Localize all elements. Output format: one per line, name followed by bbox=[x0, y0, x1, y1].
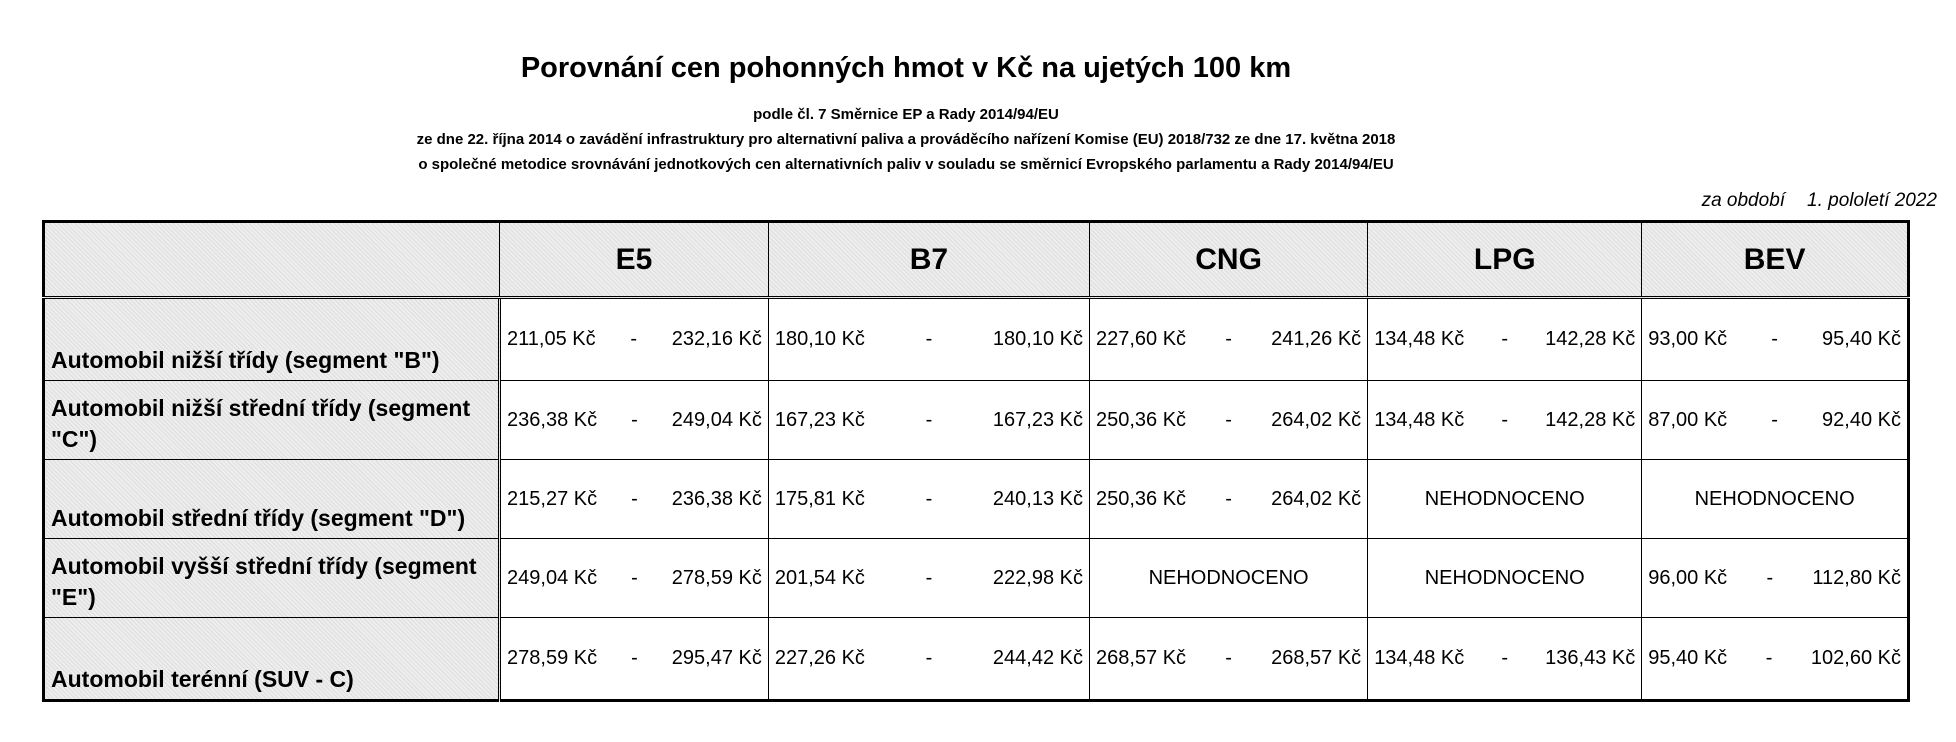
cell-cng-range bbox=[1089, 381, 1367, 460]
price-to: 249,04 Kč bbox=[671, 408, 762, 431]
cell-b7-range bbox=[768, 381, 1089, 460]
row-label: Automobil vyšší střední třídy (segment "E") bbox=[44, 539, 500, 618]
range-separator: - bbox=[1225, 487, 1232, 510]
price-from: 175,81 Kč bbox=[774, 487, 865, 510]
price-from: 95,40 Kč bbox=[1648, 647, 1728, 669]
period-label: za období bbox=[1701, 190, 1786, 211]
price-range bbox=[501, 567, 768, 590]
row-label: Automobil nižší střední třídy (segment "C") bbox=[44, 381, 500, 460]
cell-cng-range bbox=[1089, 460, 1367, 539]
range-separator: - bbox=[925, 647, 933, 669]
price-from: 201,54 Kč bbox=[774, 566, 865, 589]
subtitle-line-3: o společné metodice srovnávání jednotkových cen alternativních paliv v souladu se směrnicí Evropského parlamentu a Rady 2014/94/EU bbox=[418, 156, 1394, 173]
price-range bbox=[769, 488, 1089, 511]
cell-bev-range bbox=[1642, 618, 1909, 701]
price-from: 268,57 Kč bbox=[1095, 647, 1187, 669]
cell-e5-range bbox=[500, 381, 769, 460]
price-from: 134,48 Kč bbox=[1374, 647, 1465, 669]
table-row bbox=[44, 460, 1909, 539]
cell-bev-range bbox=[1642, 539, 1909, 618]
price-range bbox=[769, 409, 1089, 432]
price-to: 268,57 Kč bbox=[1271, 647, 1362, 669]
range-separator: - bbox=[631, 647, 638, 669]
price-range bbox=[1090, 488, 1367, 511]
price-from: 93,00 Kč bbox=[1648, 328, 1728, 350]
subtitle-line-2: ze dne 22. října 2014 o zavádění infrastruktury pro alternativní paliva a prováděcího nařízení Komise (EU) 2018/732 ze dne 17. května 2018 bbox=[416, 131, 1396, 148]
cell-lpg-not-evaluated: NEHODNOCENO bbox=[1368, 539, 1642, 618]
range-separator: - bbox=[925, 487, 933, 510]
range-separator: - bbox=[630, 328, 638, 350]
price-range bbox=[1090, 409, 1367, 432]
cell-cng-not-evaluated: NEHODNOCENO bbox=[1089, 539, 1367, 618]
price-to: 244,42 Kč bbox=[992, 647, 1083, 669]
price-range bbox=[501, 328, 768, 351]
header-corner-cell bbox=[44, 222, 500, 298]
cell-b7-range bbox=[768, 298, 1089, 381]
price-range bbox=[1368, 328, 1641, 351]
cell-e5-range bbox=[500, 618, 769, 701]
column-header-cng: CNG bbox=[1089, 222, 1367, 298]
range-separator: - bbox=[1766, 566, 1774, 589]
price-range bbox=[1642, 647, 1907, 670]
range-separator: - bbox=[925, 328, 933, 350]
cell-e5-range bbox=[500, 539, 769, 618]
subtitle-line-1: podle čl. 7 Směrnice EP a Rady 2014/94/EU bbox=[753, 106, 1059, 123]
price-from: 96,00 Kč bbox=[1648, 566, 1728, 589]
row-label: Automobil střední třídy (segment "D") bbox=[44, 460, 500, 539]
range-separator: - bbox=[925, 566, 933, 589]
price-to: 222,98 Kč bbox=[992, 566, 1083, 589]
price-range bbox=[501, 647, 768, 670]
range-separator: - bbox=[1225, 647, 1232, 669]
price-to: 136,43 Kč bbox=[1545, 647, 1636, 669]
cell-lpg-range bbox=[1368, 618, 1642, 701]
price-comparison-table bbox=[42, 220, 1910, 702]
range-separator: - bbox=[1771, 328, 1778, 350]
cell-b7-range bbox=[768, 539, 1089, 618]
cell-e5-range bbox=[500, 298, 769, 381]
price-range bbox=[1368, 409, 1641, 432]
price-to: 241,26 Kč bbox=[1271, 328, 1362, 350]
column-header-bev: BEV bbox=[1642, 222, 1909, 298]
range-separator: - bbox=[1501, 647, 1509, 669]
price-from: 211,05 Kč bbox=[507, 328, 596, 350]
range-separator: - bbox=[1225, 408, 1232, 431]
row-label: Automobil terénní (SUV - C) bbox=[44, 618, 500, 701]
cell-cng-range bbox=[1089, 618, 1367, 701]
range-separator: - bbox=[1501, 408, 1509, 431]
range-separator: - bbox=[1225, 328, 1232, 350]
table-row bbox=[44, 381, 1909, 460]
price-from: 236,38 Kč bbox=[507, 408, 598, 431]
price-range bbox=[1642, 328, 1907, 351]
range-separator: - bbox=[631, 566, 638, 589]
document-title: Porovnání cen pohonných hmot v Kč na ujetých 100 km bbox=[520, 52, 1292, 84]
price-to: 236,38 Kč bbox=[671, 487, 762, 510]
price-range bbox=[1642, 409, 1907, 432]
price-from: 87,00 Kč bbox=[1648, 408, 1728, 431]
price-from: 134,48 Kč bbox=[1374, 408, 1465, 431]
price-from: 249,04 Kč bbox=[507, 566, 598, 589]
price-to: 142,28 Kč bbox=[1545, 328, 1636, 350]
price-range bbox=[769, 647, 1089, 670]
row-label: Automobil nižší třídy (segment "B") bbox=[44, 298, 500, 381]
cell-lpg-range bbox=[1368, 381, 1642, 460]
price-to: 240,13 Kč bbox=[992, 487, 1083, 510]
price-to: 92,40 Kč bbox=[1822, 408, 1901, 431]
price-to: 167,23 Kč bbox=[992, 408, 1083, 431]
price-from: 180,10 Kč bbox=[774, 328, 865, 350]
price-to: 102,60 Kč bbox=[1810, 647, 1901, 669]
price-range bbox=[1642, 567, 1907, 590]
cell-bev-range bbox=[1642, 381, 1909, 460]
price-to: 180,10 Kč bbox=[992, 328, 1083, 350]
price-to: 278,59 Kč bbox=[671, 566, 762, 589]
cell-e5-range bbox=[500, 460, 769, 539]
price-from: 134,48 Kč bbox=[1374, 328, 1465, 350]
price-from: 250,36 Kč bbox=[1095, 487, 1187, 510]
cell-lpg-not-evaluated: NEHODNOCENO bbox=[1368, 460, 1642, 539]
price-to: 142,28 Kč bbox=[1545, 408, 1636, 431]
column-header-lpg: LPG bbox=[1368, 222, 1642, 298]
price-range bbox=[1368, 647, 1641, 670]
price-to: 232,16 Kč bbox=[671, 328, 762, 350]
table-row bbox=[44, 539, 1909, 618]
table-row bbox=[44, 618, 1909, 701]
range-separator: - bbox=[631, 487, 638, 510]
range-separator: - bbox=[631, 408, 638, 431]
range-separator: - bbox=[1771, 408, 1778, 431]
price-from: 215,27 Kč bbox=[507, 487, 598, 510]
range-separator: - bbox=[925, 408, 933, 431]
price-from: 278,59 Kč bbox=[507, 647, 598, 669]
price-range bbox=[501, 488, 768, 511]
cell-b7-range bbox=[768, 618, 1089, 701]
table-header-row bbox=[44, 222, 1909, 298]
range-separator: - bbox=[1765, 647, 1773, 669]
cell-cng-range bbox=[1089, 298, 1367, 381]
price-from: 250,36 Kč bbox=[1095, 408, 1187, 431]
range-separator: - bbox=[1501, 328, 1509, 350]
price-range bbox=[769, 328, 1089, 351]
cell-lpg-range bbox=[1368, 298, 1642, 381]
price-to: 264,02 Kč bbox=[1271, 487, 1362, 510]
price-to: 112,80 Kč bbox=[1812, 566, 1901, 589]
column-header-b7: B7 bbox=[768, 222, 1089, 298]
cell-bev-range bbox=[1642, 298, 1909, 381]
price-to: 95,40 Kč bbox=[1822, 328, 1901, 350]
table-row bbox=[44, 298, 1909, 381]
price-to: 295,47 Kč bbox=[671, 647, 762, 669]
period-value: 1. pololetí 2022 bbox=[1807, 190, 1937, 211]
cell-b7-range bbox=[768, 460, 1089, 539]
price-from: 227,60 Kč bbox=[1095, 328, 1187, 350]
table-body bbox=[44, 298, 1909, 701]
price-range bbox=[1090, 647, 1367, 670]
period-note bbox=[1702, 190, 1937, 212]
price-to: 264,02 Kč bbox=[1271, 408, 1362, 431]
price-range bbox=[1090, 328, 1367, 351]
price-from: 167,23 Kč bbox=[774, 408, 865, 431]
price-range bbox=[769, 567, 1089, 590]
price-from: 227,26 Kč bbox=[774, 647, 865, 669]
price-range bbox=[501, 409, 768, 432]
cell-bev-not-evaluated: NEHODNOCENO bbox=[1642, 460, 1909, 539]
column-header-e5: E5 bbox=[500, 222, 769, 298]
